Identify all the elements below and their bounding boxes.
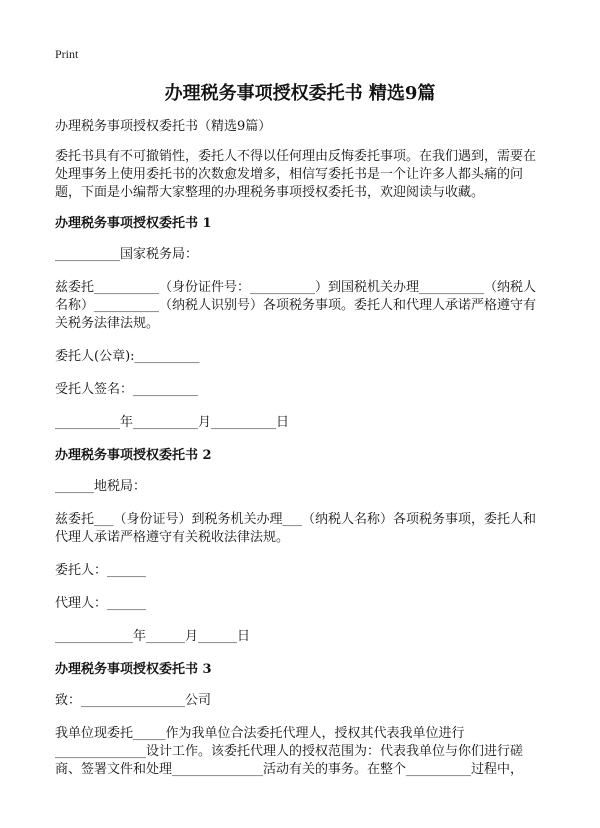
section-body: 兹委托___（身份证号）到税务机关办理___（纳税人名称）各项税务事项，委托人和代理人承诺严格遵守有关税收法律法规。 xyxy=(55,512,537,545)
section-heading: 办理税务事项授权委托书 2 xyxy=(55,448,212,463)
section-body: 兹委托__________（身份证件号：__________）到国税机关办理__________（纳税人名称）__________（纳税人识别号）各项税务事项。委托人和代理人承诺严格遵守有关税务法律法规。 xyxy=(55,280,537,331)
principal-signature-line: 委托人(公章):__________ xyxy=(55,349,200,364)
date-line: __________年__________月__________日 xyxy=(55,415,290,430)
print-link[interactable]: Print xyxy=(55,47,79,61)
intro-paragraph: 委托书具有不可撤销性，委托人不得以任何理由反悔委托事项。在我们遇到，需要在处理事务上使用委托书的次数愈发增多，相信写委托书是一个让许多人都头痛的问题，下面是小编帮大家整理的办理税务事项授权委托书，欢迎阅读与收藏。 xyxy=(55,149,537,200)
principal-signature-line: 委托人：______ xyxy=(55,563,147,578)
addressee: ______地税局： xyxy=(55,479,147,494)
addressee: __________国家税务局： xyxy=(55,247,199,262)
document-subtitle: 办理税务事项授权委托书（精选9篇） xyxy=(55,119,272,134)
section-heading: 办理税务事项授权委托书 3 xyxy=(55,662,212,677)
agent-signature-line: 受托人签名：__________ xyxy=(55,382,199,397)
section-body: 我单位现委托_____作为我单位合法委托代理人，授权其代表我单位进行______________设计工作。该委托代理人的授权范围为：代表我单位与你们进行磋商、签署文件和处理______________活动有关的事务。在整个__________过程中， xyxy=(55,726,524,777)
document-title: 办理税务事项授权委托书 精选9篇 xyxy=(164,83,436,104)
agent-signature-line: 代理人：______ xyxy=(55,596,147,611)
date-line: ____________年______月______日 xyxy=(55,629,251,644)
addressee: 致：________________公司 xyxy=(55,693,212,708)
section-heading: 办理税务事项授权委托书 1 xyxy=(55,216,212,231)
document-body xyxy=(55,118,548,779)
